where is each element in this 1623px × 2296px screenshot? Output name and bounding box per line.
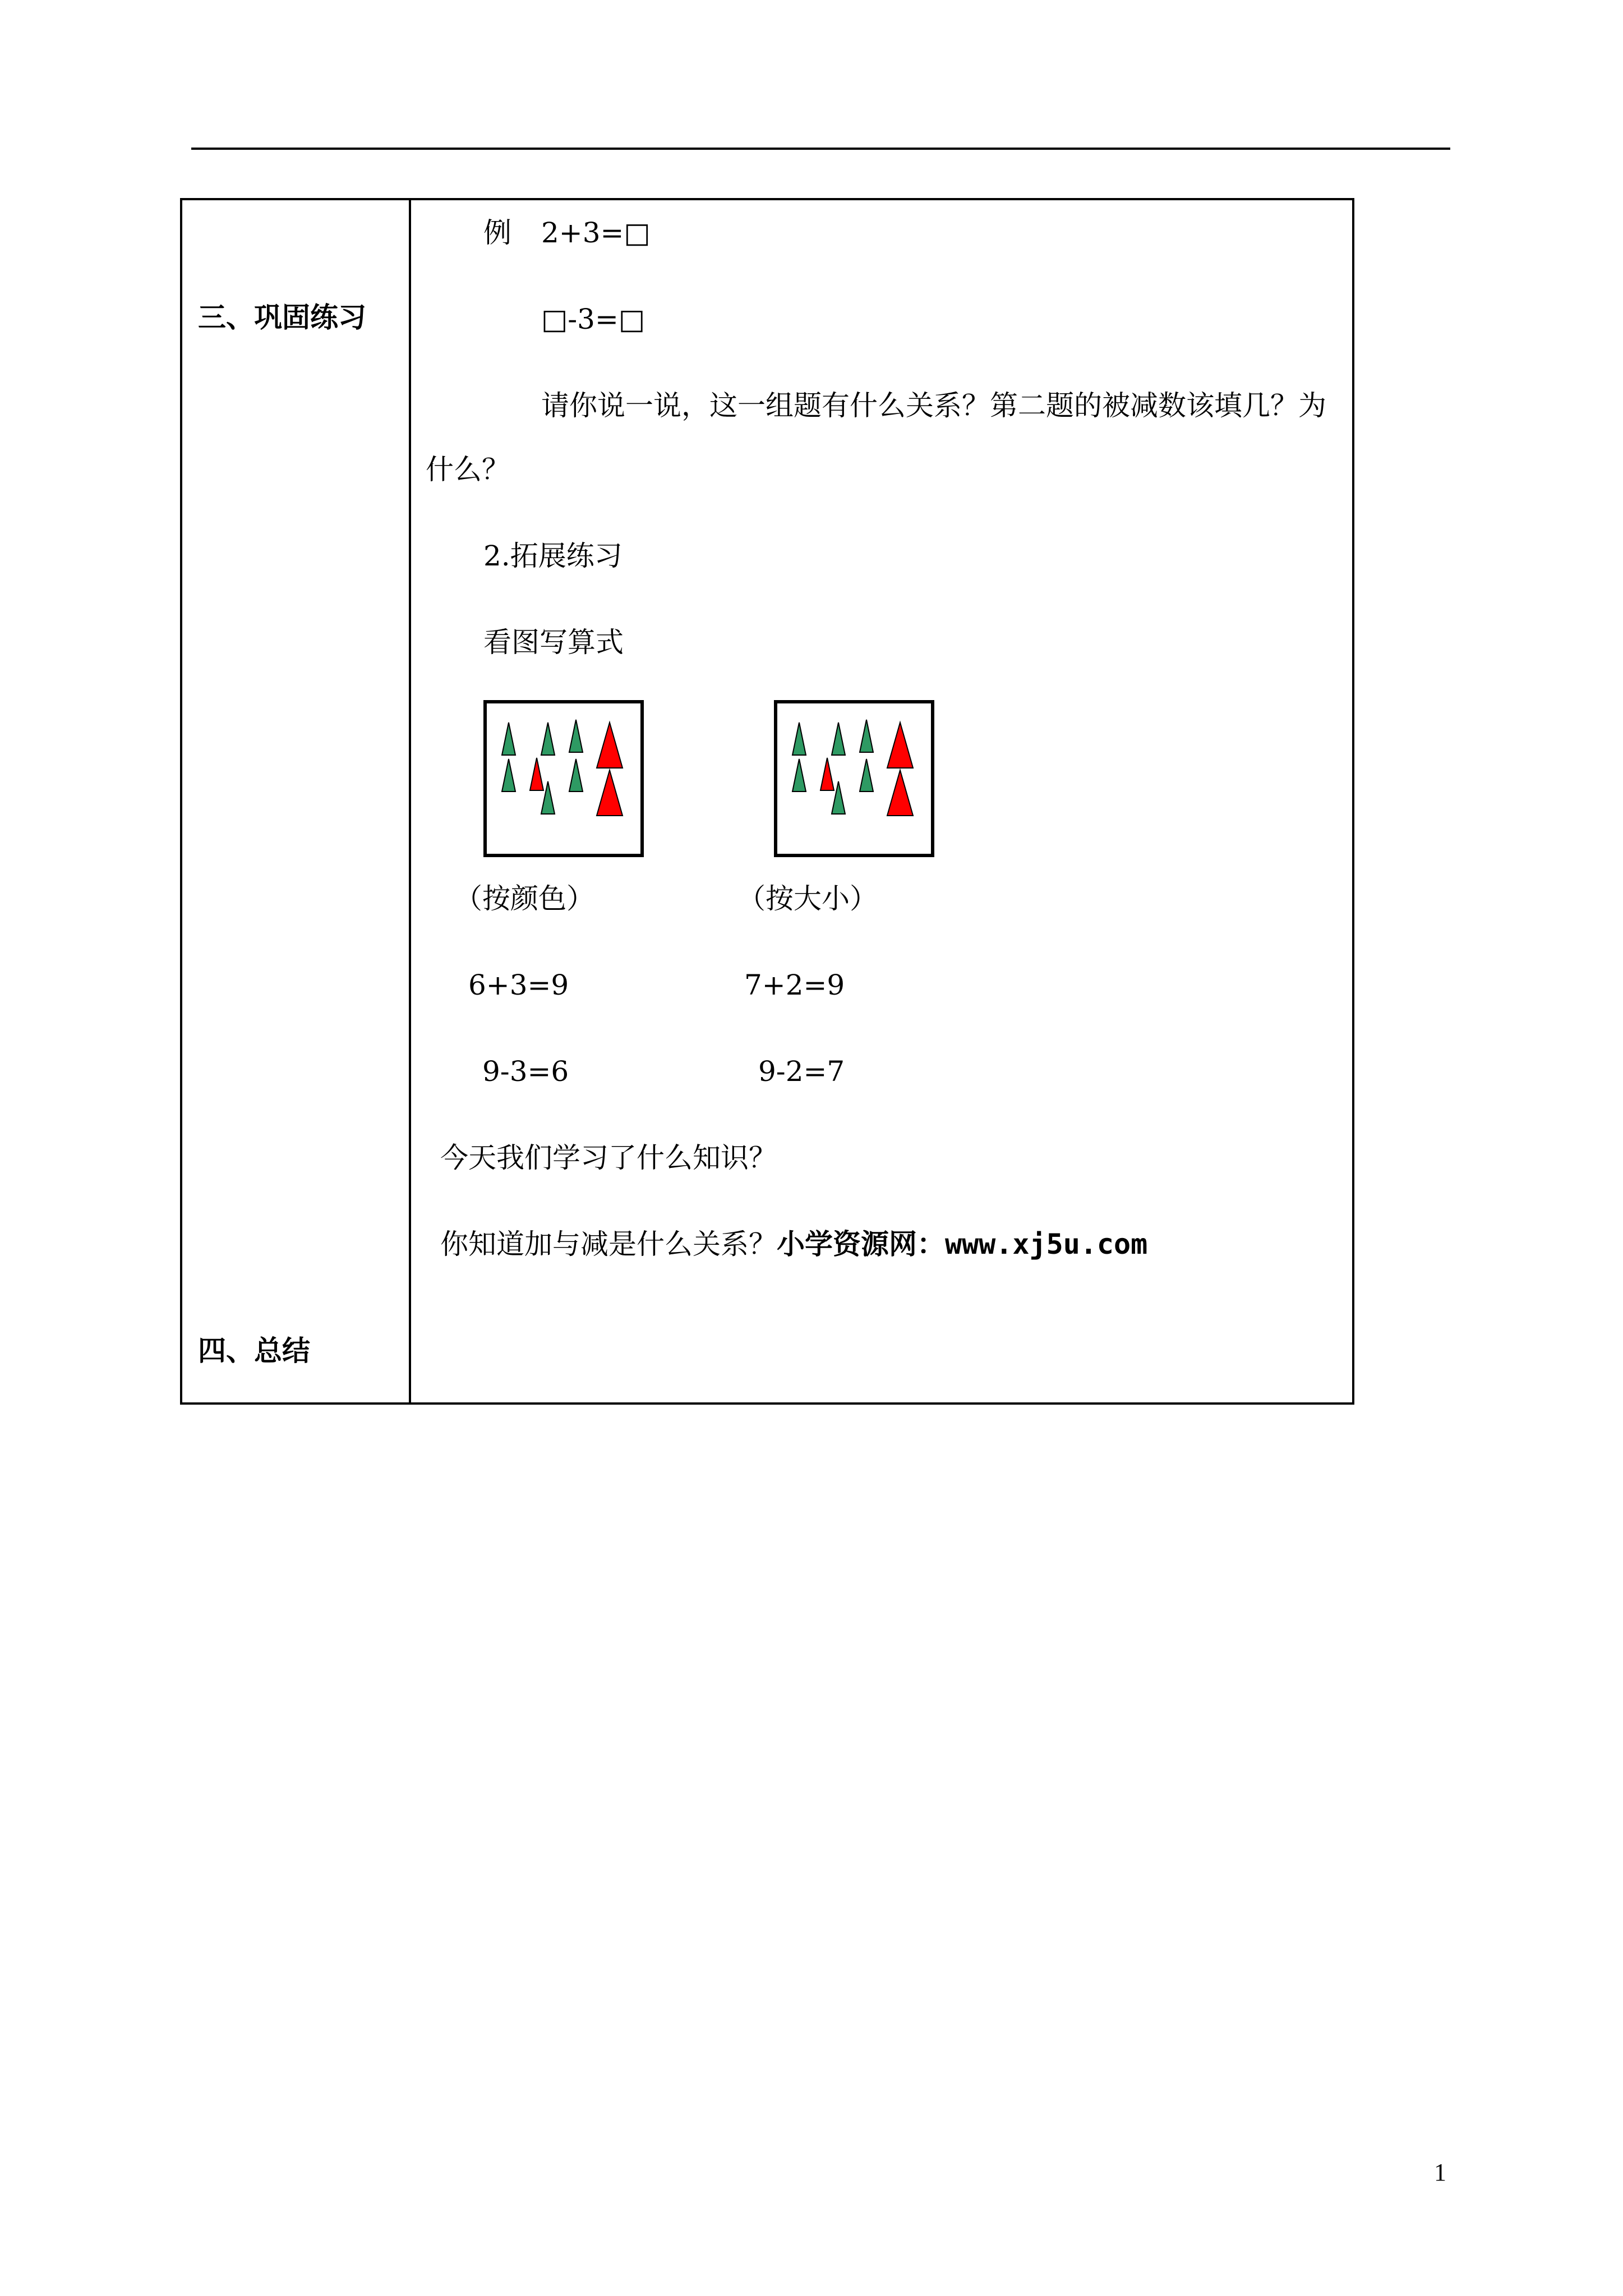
equation-color-add: 6+3=9 xyxy=(468,969,569,1001)
summary-question-1: 今天我们学习了什么知识？ xyxy=(440,1142,777,1174)
lesson-table xyxy=(180,198,1354,1405)
extension-heading: 2.拓展练习 xyxy=(483,540,623,572)
picture-task: 看图写算式 xyxy=(483,626,624,659)
page-number: 1 xyxy=(1434,2159,1446,2186)
column-divider xyxy=(409,198,411,1405)
example-equation-2: □-3=□ xyxy=(541,303,645,335)
question-line-1: 请你说一说，这一组题有什么关系？第二题的被减数该填几？为 xyxy=(541,389,1326,422)
site-url: www.xj5u.com xyxy=(945,1228,1148,1260)
header-rule xyxy=(191,148,1450,150)
equation-size-add: 7+2=9 xyxy=(744,969,845,1001)
caption-by-size: （按大小） xyxy=(737,882,878,915)
equation-size-sub: 9-2=7 xyxy=(758,1055,845,1088)
site-label: 小学资源网： xyxy=(777,1227,945,1260)
equation-color-sub: 9-3=6 xyxy=(482,1055,569,1088)
summary-question-2: 你知道加与减是什么关系？ xyxy=(440,1228,777,1260)
caption-by-color: （按颜色） xyxy=(454,882,594,915)
summary-question-line xyxy=(440,1227,1147,1261)
example-label: 例 xyxy=(483,217,511,249)
triangles-figure-by-color xyxy=(483,700,644,857)
example-equation-1: 2+3=□ xyxy=(541,217,651,249)
question-line-2: 什么？ xyxy=(426,453,510,486)
triangles-figure-by-size xyxy=(774,700,934,857)
section-4-title: 四、总结 xyxy=(198,1334,310,1367)
section-3-title: 三、巩固练习 xyxy=(198,301,366,334)
